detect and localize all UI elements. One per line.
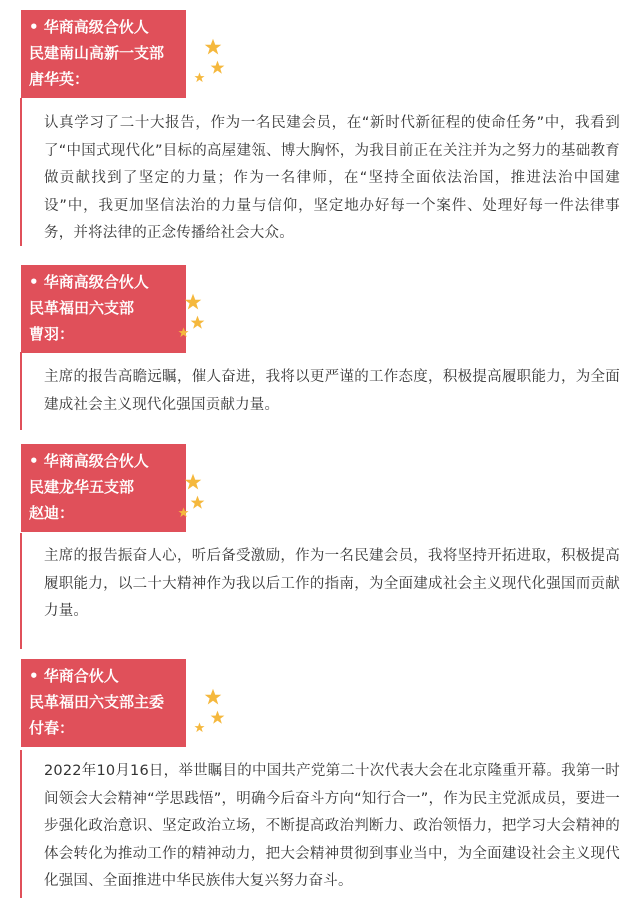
member-title: • 华商合伙人 xyxy=(29,667,119,685)
star-icon xyxy=(184,293,202,311)
quote-text: 认真学习了二十大报告，作为一名民建会员，在“新时代新征程的使命任务”中，我看到了“中国式现代化”目标的高屋建瓴、博大胸怀，为我目前正在关注并为之努力的基础教育做贡献找到了坚定的力量；作为一名律师，在“坚持全面依法治国，推进法治中国建设”中，我更加坚信法治的力量与信仰，坚定地办好每一个案件、处理好每一件法律事务，并将法律的正念传播给社会大众。 xyxy=(44,115,620,241)
star-icon xyxy=(204,38,222,56)
member-branch: 民建龙华五支部 xyxy=(29,478,135,496)
member-branch: 民革福田六支部主委 xyxy=(29,693,165,711)
member-name: 唐华英： xyxy=(29,70,90,88)
quote-text: 2022年10月16日，举世瞩目的中国共产党第二十次代表大会在北京隆重开幕。我第一时间领会大会精神“学思践悟”，明确今后奋斗方向“知行合一”，作为民主党派成员，要进一步强化政治意识、坚定政治立场，不断提高政治判断力、政治领悟力，把学习大会精神的体会转化为推动工作的精神动力，把大会精神贯彻到事业当中，为全面建设社会主义现代化强国、全面推进中华民族伟大复兴努力奋斗。 xyxy=(44,763,620,889)
star-icon xyxy=(178,507,189,518)
member-branch: 民建南山高新一支部 xyxy=(29,44,165,62)
member-title: • 华商高级合伙人 xyxy=(29,18,149,36)
star-icon xyxy=(204,688,222,706)
star-icon xyxy=(178,327,189,338)
member-name: 付春： xyxy=(29,719,75,737)
star-icon xyxy=(210,60,225,75)
member-name: 赵迪： xyxy=(29,504,75,522)
quote-text: 主席的报告振奋人心，听后备受激励，作为一名民建会员，我将坚持开拓进取，积极提高履职能力，以二十大精神作为我以后工作的指南，为全面建成社会主义现代化强国而贡献力量。 xyxy=(44,548,620,619)
star-icon xyxy=(194,722,205,733)
quote-block xyxy=(20,533,620,649)
member-branch: 民革福田六支部 xyxy=(29,299,135,317)
star-icon xyxy=(210,710,225,725)
star-icon xyxy=(190,315,205,330)
quote-block xyxy=(20,98,620,246)
member-title: • 华商高级合伙人 xyxy=(29,273,149,291)
member-title: • 华商高级合伙人 xyxy=(29,452,149,470)
member-tag xyxy=(21,444,186,532)
member-tag xyxy=(21,659,186,747)
star-icon xyxy=(190,495,205,510)
star-icon xyxy=(184,473,202,491)
member-tag xyxy=(21,265,186,353)
quote-block xyxy=(20,352,620,430)
quote-text: 主席的报告高瞻远瞩，催人奋进，我将以更严谨的工作态度，积极提高履职能力，为全面建成社会主义现代化强国贡献力量。 xyxy=(44,369,620,413)
star-icon xyxy=(194,72,205,83)
member-tag xyxy=(21,10,186,98)
member-name: 曹羽： xyxy=(29,325,75,343)
quote-block xyxy=(20,750,620,898)
